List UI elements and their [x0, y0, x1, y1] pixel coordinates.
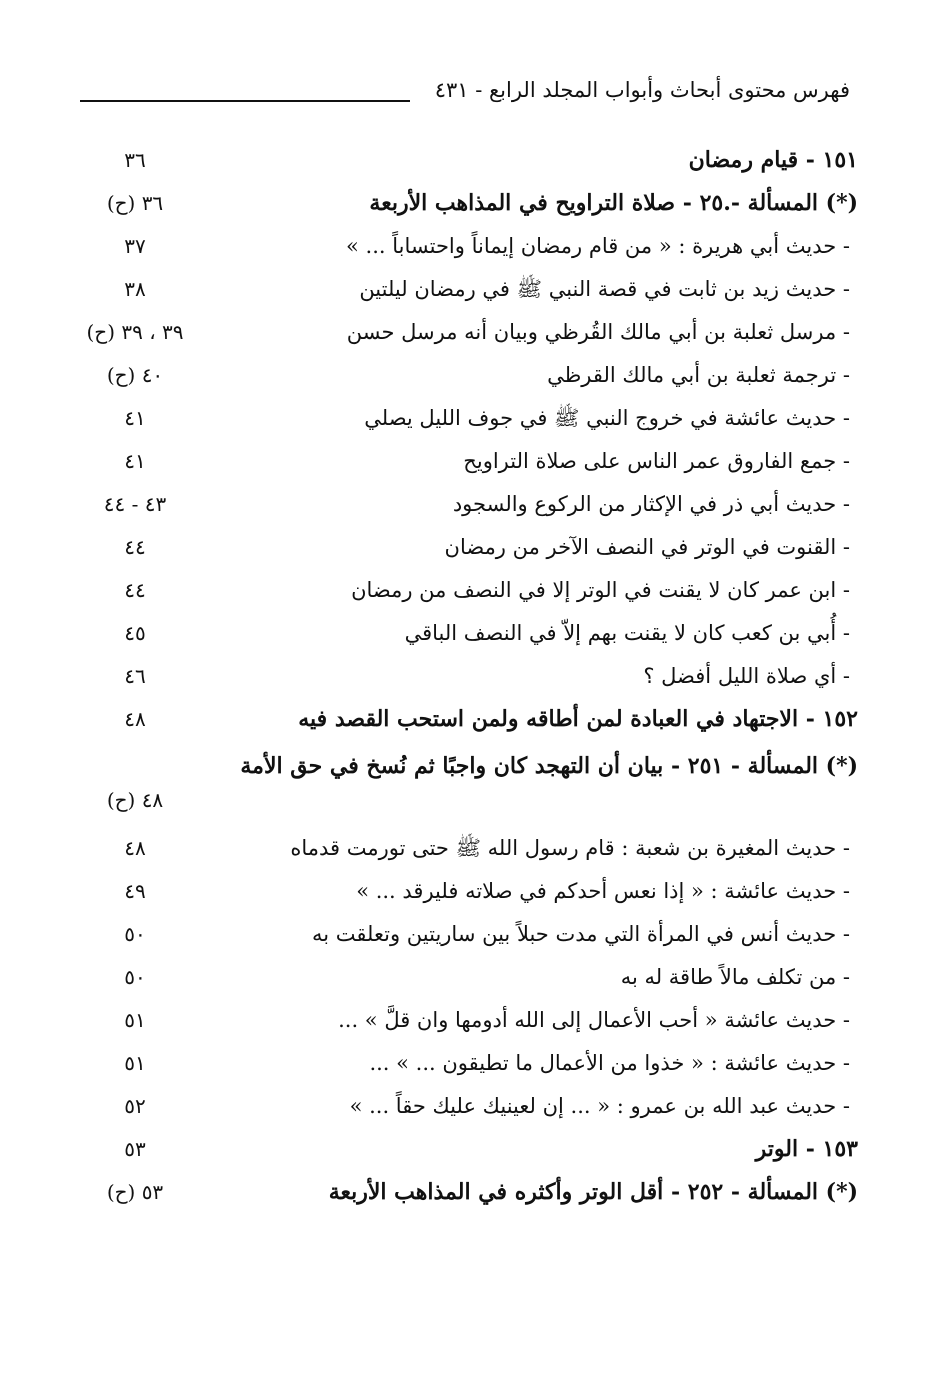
index-entry — [60, 525, 850, 568]
page-ref: ٤٨ — [124, 836, 146, 860]
page-ref: ٥٠ — [124, 965, 146, 989]
entry-text: - حديث أبي ذر في الإكثار من الركوع والسجود — [452, 492, 850, 516]
index-entry — [60, 181, 858, 224]
index-entry — [60, 912, 850, 955]
index-list — [60, 138, 858, 1213]
entry-text: - حديث أبي هريرة : « من قام رمضان إيماناً واحتساباً ... » — [346, 234, 850, 258]
entry-text: - من تكلف مالاً طاقة له به — [620, 965, 850, 989]
header-rule — [80, 100, 410, 102]
page-ref: ٤٨ — [124, 707, 146, 731]
entry-text: - حديث المغيرة بن شعبة : قام رسول الله ﷺ حتى تورمت قدماه — [290, 836, 850, 860]
index-entry — [60, 138, 858, 181]
index-entry — [60, 310, 850, 353]
page-ref: ٤١ — [124, 406, 146, 430]
page-ref: ٣٦ — [124, 148, 146, 172]
index-entry — [60, 611, 850, 654]
index-entry — [60, 955, 850, 998]
index-entry — [60, 224, 850, 267]
page-ref: ٤١ — [124, 449, 146, 473]
section-heading: ١٥٢ - الاجتهاد في العبادة لمن أطاقه ولمن استحب القصد فيه — [298, 706, 858, 732]
page-ref: ٤٨ (ح) — [106, 788, 164, 812]
section-heading: ١٥١ - قيام رمضان — [688, 147, 858, 173]
page-ref: ٤٥ — [124, 621, 146, 645]
entry-text: - ابن عمر كان لا يقنت في الوتر إلا في النصف من رمضان — [351, 578, 850, 602]
entry-text: - حديث عائشة في خروج النبي ﷺ في جوف الليل يصلي — [364, 406, 850, 430]
index-entry — [60, 1084, 850, 1127]
index-entry — [60, 869, 850, 912]
entry-text: - مرسل ثعلبة بن أبي مالك القُرظي وبيان أنه مرسل حسن — [346, 320, 850, 344]
page-ref: ٣٨ — [124, 277, 146, 301]
index-entry — [60, 740, 858, 826]
page-ref: ٥١ — [124, 1008, 146, 1032]
section-heading: ١٥٣ - الوتر — [755, 1136, 858, 1162]
page-ref: ٤٣ - ٤٤ — [103, 492, 167, 516]
page-ref: ٤٩ — [124, 879, 146, 903]
entry-text: - أُبي بن كعب كان لا يقنت بهم إلاّ في النصف الباقي — [404, 621, 850, 645]
page-ref: ٥٣ (ح) — [106, 1180, 164, 1204]
index-entry — [60, 654, 850, 697]
index-entry — [60, 568, 850, 611]
page-header — [80, 78, 850, 118]
index-entry — [60, 1170, 858, 1213]
index-entry — [60, 1041, 850, 1084]
entry-text: - حديث عائشة : « إذا نعس أحدكم في صلاته فليرقد ... » — [356, 879, 850, 903]
index-entry — [60, 267, 850, 310]
entry-text: - حديث عبد الله بن عمرو : « ... إن لعينيك عليك حقاً ... » — [349, 1094, 850, 1118]
index-entry — [60, 353, 850, 396]
page-ref: ٥٠ — [124, 922, 146, 946]
entry-text: - القنوت في الوتر في النصف الآخر من رمضان — [444, 535, 850, 559]
index-entry — [60, 439, 850, 482]
page-ref: ٤٤ — [124, 535, 146, 559]
entry-text: - حديث عائشة « أحب الأعمال إلى الله أدومها وان قلَّ » ... — [338, 1008, 850, 1032]
running-head: فهرس محتوى أبحاث وأبواب المجلد الرابع - ٤٣١ — [434, 78, 850, 102]
page-ref: ٤٤ — [124, 578, 146, 602]
index-entry — [60, 1127, 858, 1170]
page-ref: ٥٢ — [124, 1094, 146, 1118]
issue-heading: (*) المسألة - ٢٥١ - بيان أن التهجد كان واجبًا ثم نُسخ في حق الأمة — [240, 753, 858, 779]
page-ref: ٥٣ — [124, 1137, 146, 1161]
page-ref: ٣٦ (ح) — [106, 191, 164, 215]
page-ref: ٣٧ — [124, 234, 146, 258]
page-ref: ٤٦ — [124, 664, 146, 688]
index-entry — [60, 396, 850, 439]
page-ref: ٣٩ ، ٣٩ (ح) — [86, 320, 184, 344]
index-entry — [60, 697, 858, 740]
issue-heading: (*) المسألة - ٢٥٢ - أقل الوتر وأكثره في المذاهب الأربعة — [328, 1179, 858, 1205]
entry-text: - حديث عائشة : « خذوا من الأعمال ما تطيقون ... » ... — [369, 1051, 850, 1075]
entry-text: - حديث زيد بن ثابت في قصة النبي ﷺ في رمضان ليلتين — [359, 277, 850, 301]
entry-text: - أي صلاة الليل أفضل ؟ — [643, 664, 850, 688]
index-entry — [60, 998, 850, 1041]
entry-text: - ترجمة ثعلبة بن أبي مالك القرظي — [547, 363, 850, 387]
index-entry — [60, 826, 850, 869]
page-ref: ٥١ — [124, 1051, 146, 1075]
entry-text: - حديث أنس في المرأة التي مدت حبلاً بين ساريتين وتعلقت به — [312, 922, 850, 946]
index-entry — [60, 482, 850, 525]
page-ref: ٤٠ (ح) — [106, 363, 164, 387]
issue-heading: (*) المسألة -.٢٥ - صلاة التراويح في المذاهب الأربعة — [369, 190, 858, 216]
entry-text: - جمع الفاروق عمر الناس على صلاة التراويح — [463, 449, 850, 473]
